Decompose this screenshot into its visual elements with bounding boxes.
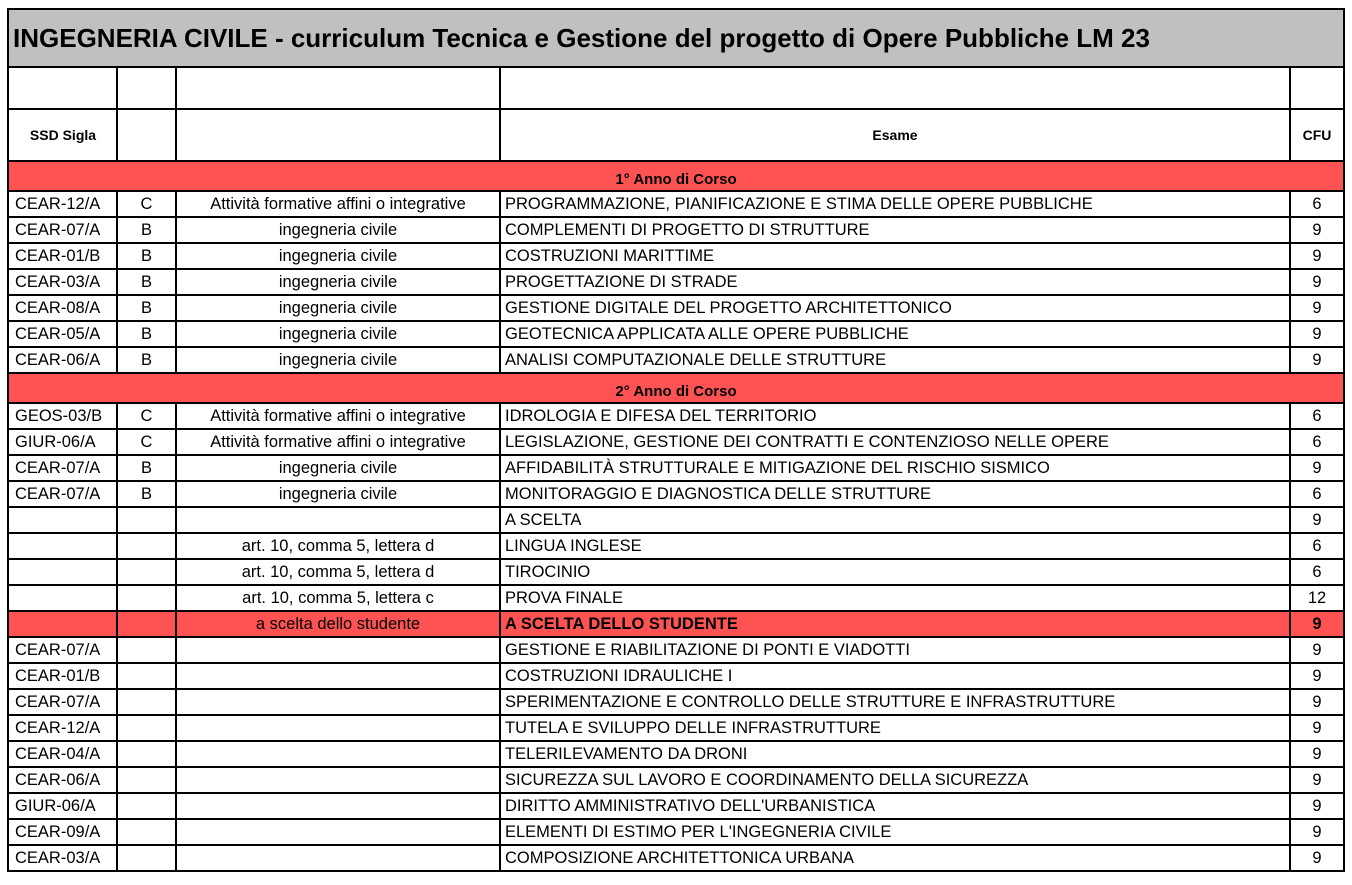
cell-ssd: CEAR-07/A [8,689,117,715]
cell-ambito: ingegneria civile [176,295,500,321]
cell-esame: DIRITTO AMMINISTRATIVO DELL'URBANISTICA [500,793,1290,819]
cell-cfu: 9 [1290,217,1344,243]
elective-row [8,741,1344,767]
cell-tipologia [117,663,176,689]
year-label: 1° Anno di Corso [8,161,1344,191]
cell-cfu: 9 [1290,689,1344,715]
cell-tipologia: B [117,321,176,347]
cell-tipologia [117,637,176,663]
cell-ambito: ingegneria civile [176,481,500,507]
cell-ambito: art. 10, comma 5, lettera d [176,559,500,585]
cell-ambito [176,689,500,715]
cell-ssd: CEAR-03/A [8,845,117,871]
cell-cfu: 9 [1290,295,1344,321]
cell-esame: GESTIONE DIGITALE DEL PROGETTO ARCHITETTONICO [500,295,1290,321]
cell-tipologia [117,507,176,533]
cell-esame: A SCELTA DELLO STUDENTE [500,611,1290,637]
cell-ssd: CEAR-08/A [8,295,117,321]
cell-tipologia [117,611,176,637]
elective-header-row [8,611,1344,637]
cell-ambito [176,793,500,819]
cell-cfu: 9 [1290,455,1344,481]
cell-ambito: ingegneria civile [176,217,500,243]
cell-tipologia [117,559,176,585]
cell-ambito [176,637,500,663]
curriculum-sheet [7,8,1343,872]
cell-cfu: 9 [1290,507,1344,533]
table-row [8,533,1344,559]
cell-tipologia [117,689,176,715]
cell-tipologia: B [117,347,176,373]
cell-cfu: 6 [1290,481,1344,507]
cell-esame: COSTRUZIONI IDRAULICHE I [500,663,1290,689]
cell-cfu: 9 [1290,845,1344,871]
cell-esame: PROGRAMMAZIONE, PIANIFICAZIONE E STIMA DELLE OPERE PUBBLICHE [500,191,1290,217]
cell-esame: SPERIMENTAZIONE E CONTROLLO DELLE STRUTTURE E INFRASTRUTTURE [500,689,1290,715]
cell-ambito: Attività formative affini o integrative [176,191,500,217]
cell-esame: GEOTECNICA APPLICATA ALLE OPERE PUBBLICHE [500,321,1290,347]
cell-tipologia: C [117,403,176,429]
elective-row [8,793,1344,819]
cell-tipologia [117,819,176,845]
cell-esame: TUTELA E SVILUPPO DELLE INFRASTRUTTURE [500,715,1290,741]
elective-row [8,819,1344,845]
page-title: INGEGNERIA CIVILE - curriculum Tecnica e Gestione del progetto di Opere Pubbliche LM 23 [8,9,1344,67]
cell-ssd: GEOS-03/B [8,403,117,429]
cell-esame: GESTIONE E RIABILITAZIONE DI PONTI E VIADOTTI [500,637,1290,663]
cell-ambito: Attività formative affini o integrative [176,429,500,455]
cell-ambito: art. 10, comma 5, lettera d [176,533,500,559]
cell-cfu: 6 [1290,403,1344,429]
cell-ssd [8,559,117,585]
cell-esame: SICUREZZA SUL LAVORO E COORDINAMENTO DELLA SICUREZZA [500,767,1290,793]
cell-esame: ELEMENTI DI ESTIMO PER L'INGEGNERIA CIVILE [500,819,1290,845]
cell-cfu: 9 [1290,269,1344,295]
cell-esame: LINGUA INGLESE [500,533,1290,559]
cell-ambito: ingegneria civile [176,321,500,347]
cell-cfu: 9 [1290,347,1344,373]
cell-tipologia: B [117,295,176,321]
elective-row [8,689,1344,715]
cell-ssd [8,585,117,611]
table-row [8,403,1344,429]
table-row [8,217,1344,243]
cell-esame: IDROLOGIA E DIFESA DEL TERRITORIO [500,403,1290,429]
cell-ambito [176,767,500,793]
year-label: 2° Anno di Corso [8,373,1344,403]
cell-cfu: 9 [1290,715,1344,741]
table-row [8,429,1344,455]
cell-cfu: 9 [1290,767,1344,793]
table-row [8,295,1344,321]
table-row [8,321,1344,347]
cell-esame: MONITORAGGIO E DIAGNOSTICA DELLE STRUTTURE [500,481,1290,507]
column-header-row [8,109,1344,161]
elective-row [8,845,1344,871]
cell-ambito: art. 10, comma 5, lettera c [176,585,500,611]
cell-tipologia [117,533,176,559]
spacer-cell [176,67,500,109]
cell-ssd: CEAR-04/A [8,741,117,767]
cell-cfu: 12 [1290,585,1344,611]
cell-ambito: a scelta dello studente [176,611,500,637]
cell-esame: TIROCINIO [500,559,1290,585]
table-row [8,585,1344,611]
elective-row [8,715,1344,741]
cell-esame: ANALISI COMPUTAZIONALE DELLE STRUTTURE [500,347,1290,373]
cell-ssd [8,611,117,637]
cell-esame: COSTRUZIONI MARITTIME [500,243,1290,269]
cell-esame: COMPLEMENTI DI PROGETTO DI STRUTTURE [500,217,1290,243]
spacer-cell [1290,67,1344,109]
elective-row [8,637,1344,663]
cell-ssd: CEAR-01/B [8,663,117,689]
cell-esame: AFFIDABILITÀ STRUTTURALE E MITIGAZIONE DEL RISCHIO SISMICO [500,455,1290,481]
cell-tipologia: B [117,481,176,507]
cell-ambito: ingegneria civile [176,455,500,481]
cell-tipologia: C [117,191,176,217]
cell-tipologia [117,585,176,611]
spacer-row [8,67,1344,109]
cell-tipologia: B [117,243,176,269]
cell-cfu: 9 [1290,611,1344,637]
cell-ssd: CEAR-07/A [8,481,117,507]
cell-ambito [176,819,500,845]
header-ssd-sigla: SSD Sigla [8,109,117,161]
cell-ssd: CEAR-03/A [8,269,117,295]
title-row [8,9,1344,67]
cell-tipologia: B [117,217,176,243]
cell-cfu: 9 [1290,819,1344,845]
cell-ssd: CEAR-12/A [8,715,117,741]
cell-ssd: GIUR-06/A [8,429,117,455]
elective-row [8,767,1344,793]
header-esame: Esame [500,109,1290,161]
curriculum-table [7,8,1345,872]
cell-ambito [176,715,500,741]
cell-ambito [176,845,500,871]
cell-ssd: GIUR-06/A [8,793,117,819]
cell-ssd: CEAR-07/A [8,455,117,481]
table-row [8,347,1344,373]
cell-cfu: 9 [1290,637,1344,663]
cell-ssd: CEAR-12/A [8,191,117,217]
cell-ssd: CEAR-09/A [8,819,117,845]
cell-tipologia: B [117,269,176,295]
cell-esame: LEGISLAZIONE, GESTIONE DEI CONTRATTI E CONTENZIOSO NELLE OPERE [500,429,1290,455]
cell-ambito: ingegneria civile [176,269,500,295]
cell-cfu: 6 [1290,429,1344,455]
table-row [8,559,1344,585]
cell-tipologia [117,793,176,819]
cell-ssd [8,533,117,559]
table-row [8,507,1344,533]
cell-cfu: 9 [1290,663,1344,689]
year-band-row [8,161,1344,191]
cell-ambito: ingegneria civile [176,243,500,269]
spacer-cell [117,67,176,109]
spacer-cell [500,67,1290,109]
cell-ambito [176,741,500,767]
cell-ssd: CEAR-07/A [8,217,117,243]
cell-ssd [8,507,117,533]
cell-tipologia: C [117,429,176,455]
cell-esame: PROGETTAZIONE DI STRADE [500,269,1290,295]
header-cfu: CFU [1290,109,1344,161]
cell-cfu: 9 [1290,741,1344,767]
elective-row [8,663,1344,689]
table-row [8,481,1344,507]
cell-tipologia [117,845,176,871]
cell-tipologia: B [117,455,176,481]
cell-cfu: 9 [1290,793,1344,819]
table-row [8,243,1344,269]
cell-tipologia [117,741,176,767]
cell-esame: COMPOSIZIONE ARCHITETTONICA URBANA [500,845,1290,871]
cell-ssd: CEAR-06/A [8,767,117,793]
cell-ssd: CEAR-06/A [8,347,117,373]
spacer-cell [8,67,117,109]
cell-tipologia [117,715,176,741]
cell-ambito: Attività formative affini o integrative [176,403,500,429]
table-row [8,191,1344,217]
table-row [8,455,1344,481]
cell-esame: A SCELTA [500,507,1290,533]
cell-esame: TELERILEVAMENTO DA DRONI [500,741,1290,767]
cell-tipologia [117,767,176,793]
cell-esame: PROVA FINALE [500,585,1290,611]
header-ambito [176,109,500,161]
year-band-row [8,373,1344,403]
cell-ambito [176,507,500,533]
cell-ssd: CEAR-01/B [8,243,117,269]
cell-ssd: CEAR-05/A [8,321,117,347]
table-row [8,269,1344,295]
cell-cfu: 6 [1290,533,1344,559]
cell-ambito: ingegneria civile [176,347,500,373]
cell-cfu: 9 [1290,321,1344,347]
header-tipologia [117,109,176,161]
cell-ambito [176,663,500,689]
cell-cfu: 6 [1290,559,1344,585]
cell-cfu: 6 [1290,191,1344,217]
cell-ssd: CEAR-07/A [8,637,117,663]
cell-cfu: 9 [1290,243,1344,269]
